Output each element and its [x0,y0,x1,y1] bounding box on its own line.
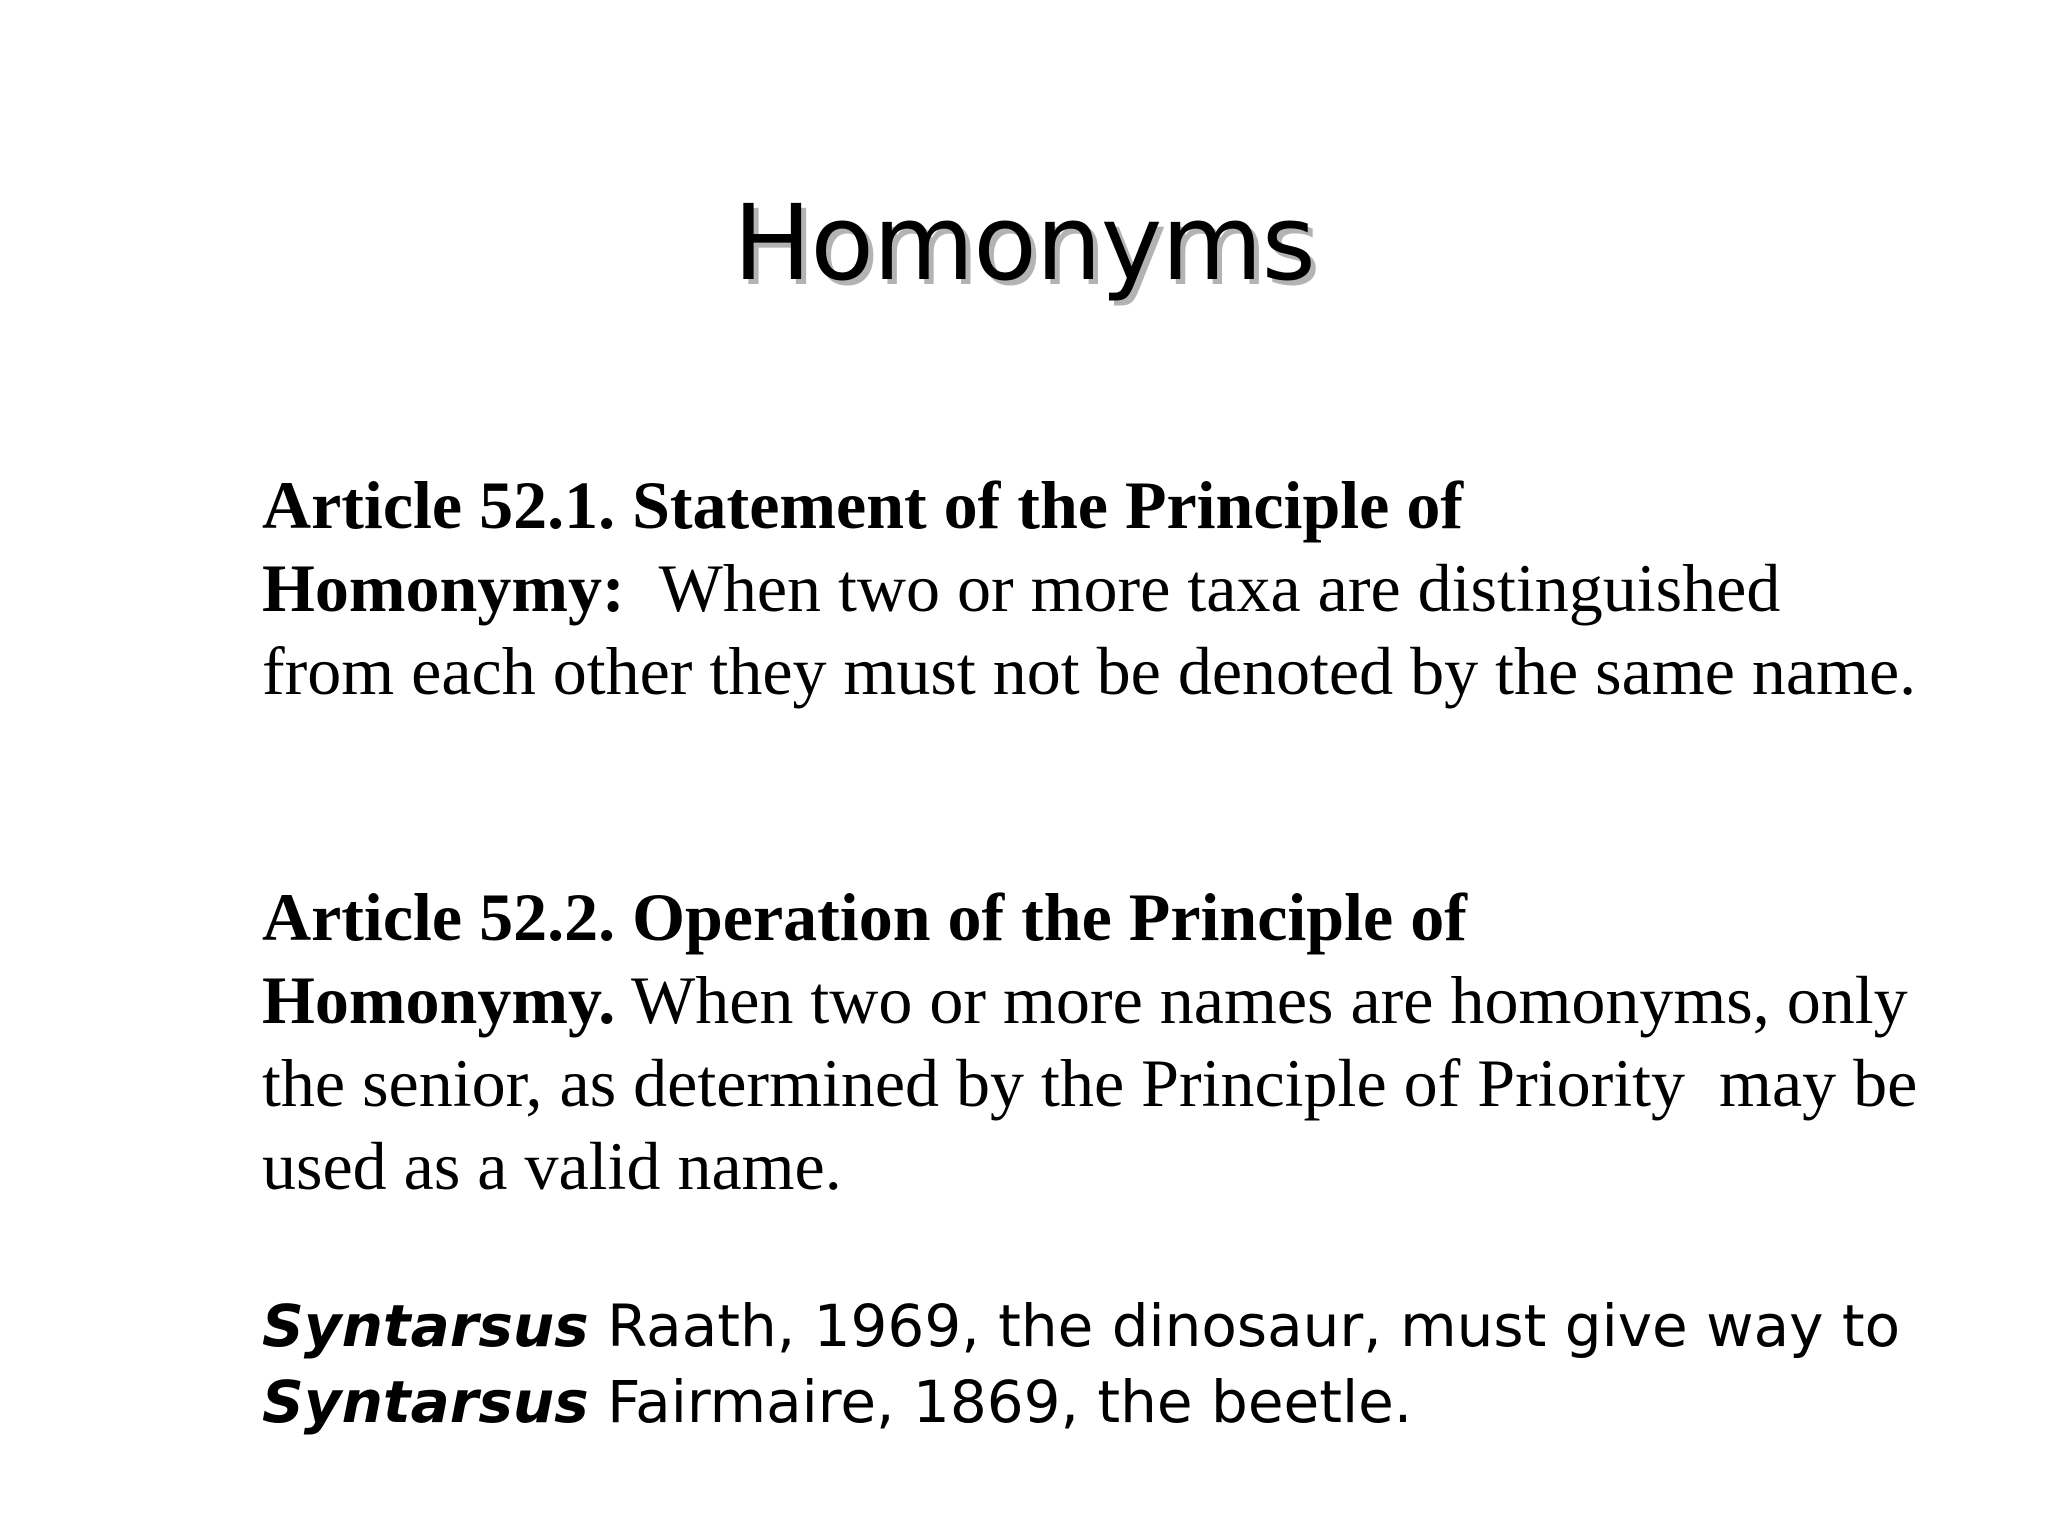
article-52-2-heading-term: Homonymy. [262,962,616,1038]
example-text-dinosaur: Raath, 1969, the dinosaur, must give way to [607,1292,1901,1360]
article-52-1-heading: Article 52.1. Statement of the Principle of [262,467,1463,543]
article-52-1-heading-term: Homonymy: [262,550,625,626]
genus-name-dinosaur: Syntarsus [262,1292,589,1360]
article-52-2-heading: Article 52.2. Operation of the Principle of [262,879,1467,955]
article-52-2-text: When two or more names are homonyms, only the senior, as determined by the Principle of Priority may be used as a valid name. [262,962,1935,1204]
article-52-2 [262,876,1935,1208]
slide-title: Homonyms [733,182,1315,304]
syntarsus-example [262,1288,1922,1440]
article-52-1 [262,464,1922,713]
example-text-beetle: Fairmaire, 1869, the beetle. [607,1368,1413,1436]
article-52-1-text: When two or more taxa are distinguished from each other they must not be denoted by the same name. [262,550,1917,709]
genus-name-beetle: Syntarsus [262,1368,589,1436]
